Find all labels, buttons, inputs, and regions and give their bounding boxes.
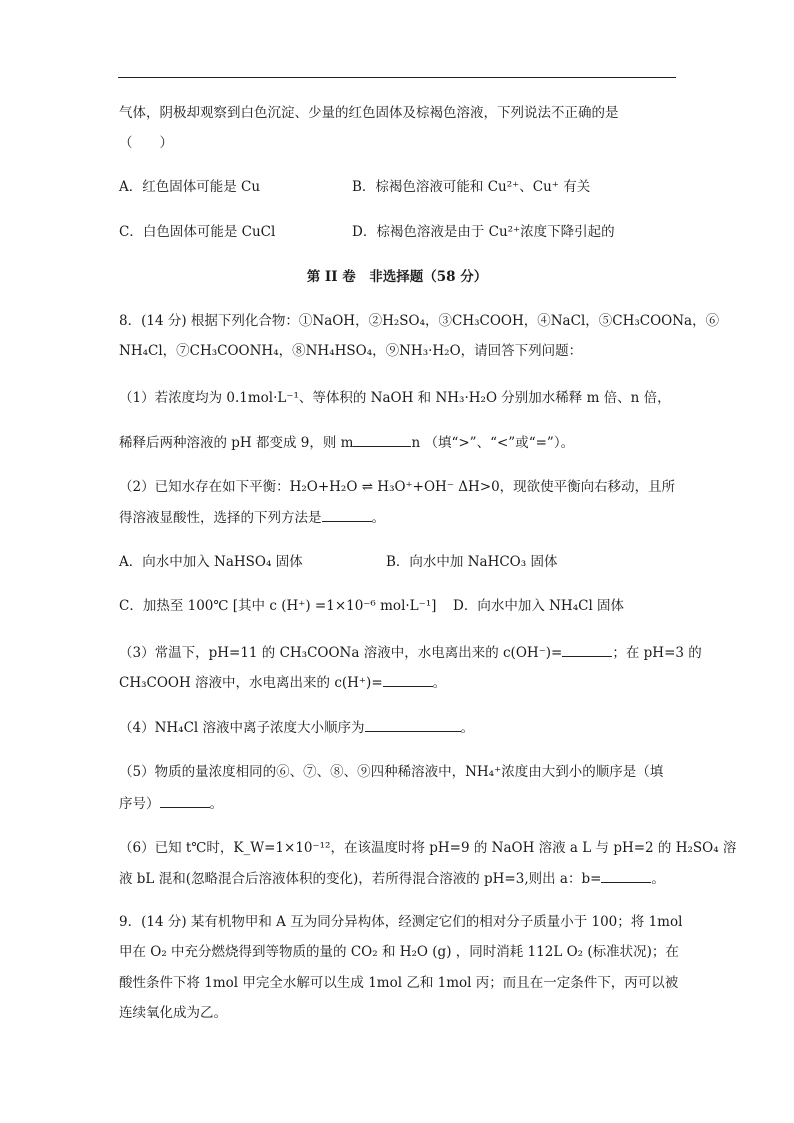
q9-line3: 酸性条件下将 1mol 甲完全水解可以生成 1mol 乙和 1mol 丙；而且在一定条件下，丙可以被 — [119, 975, 679, 991]
answer-blank-6[interactable] — [160, 794, 210, 808]
q8-part2-option-d: D．向水中加入 NH₄Cl 固体 — [453, 598, 625, 614]
q8-part3-line2 — [119, 673, 446, 692]
q8-part4-text-end: 。 — [460, 720, 475, 736]
q7-option-b: B．棕褐色溶液可能和 Cu²⁺、Cu⁺ 有关 — [352, 179, 591, 195]
q8-part5-text-end: 。 — [209, 796, 223, 812]
q8-part5-text: 序号） — [119, 796, 160, 812]
q8-part2-text: 得溶液显酸性，选择的下列方法是 — [119, 510, 322, 526]
q8-part6-line2 — [119, 869, 665, 888]
answer-blank-3[interactable] — [562, 643, 612, 657]
q8-part1-text: 稀释后两种溶液的 pH 都变成 9，则 m — [119, 435, 354, 451]
q7-option-d: D．棕褐色溶液是由于 Cu²⁺浓度下降引起的 — [352, 224, 615, 240]
q8-part2-line1: （2）已知水存在如下平衡：H₂O+H₂O ⇌ H₃O⁺+OH⁻ ΔH>0，现欲使平衡向右移动，且所 — [119, 479, 676, 495]
q8-part2-option-a: A．向水中加入 NaHSO₄ 固体 — [119, 554, 303, 570]
q8-part6-line1: （6）已知 t℃时，K_W=1×10⁻¹²，在该温度时将 pH=9 的 NaOH 溶液 a L 与 pH=2 的 H₂SO₄ 溶 — [119, 840, 737, 856]
answer-blank-4[interactable] — [383, 673, 433, 687]
q8-part3-text2: CH₃COOH 溶液中，水电离出来的 c(H⁺)= — [119, 675, 383, 691]
q8-part2-option-b: B．向水中加 NaHCO₃ 固体 — [386, 554, 558, 570]
q8-part6-text-end: 。 — [651, 871, 665, 887]
q8-part5-line1: （5）物质的量浓度相同的⑥、⑦、⑧、⑨四种稀溶液中，NH₄⁺浓度由大到小的顺序是（填 — [119, 764, 664, 780]
q9-line1: 9．(14 分) 某有机物甲和 A 互为同分异构体，经测定它们的相对分子质量小于 100；将 1mol — [119, 914, 683, 930]
q8-part2-option-c: C．加热至 100℃ [其中 c (H⁺) =1×10⁻⁶ mol·L⁻¹] — [119, 598, 437, 614]
answer-blank-5[interactable] — [365, 718, 461, 732]
q7-answer-paren: （ ） — [119, 135, 173, 151]
q8-part1-line2 — [119, 433, 574, 452]
section-title: 第 II 卷 非选择题（58 分） — [306, 269, 488, 285]
q8-part3-line1 — [119, 643, 702, 662]
answer-blank-1[interactable] — [353, 433, 411, 447]
q8-part6-text: 液 bL 混和(忽略混合后溶液体积的变化)，若所得混合溶液的 pH=3,则出 a：b= — [119, 871, 602, 887]
q7-option-a: A．红色固体可能是 Cu — [119, 179, 261, 195]
q8-part2-text-end: 。 — [371, 510, 385, 526]
q8-part1-text-end: n （填“>”、“<”或“=”）。 — [411, 435, 575, 451]
q8-stem-line1: 8．(14 分) 根据下列化合物：①NaOH，②H₂SO₄，③CH₃COOH，④NaCl，⑤CH₃COONa，⑥ — [119, 313, 720, 329]
q8-part5-line2 — [119, 794, 223, 813]
answer-blank-2[interactable] — [322, 508, 372, 522]
q9-line4: 连续氧化成为乙。 — [119, 1005, 227, 1021]
q8-part3-text-mid: ；在 pH=3 的 — [612, 645, 702, 661]
q8-stem-line2: NH₄Cl，⑦CH₃COONH₄，⑧NH₄HSO₄，⑨NH₃·H₂O，请回答下列问题： — [119, 343, 583, 359]
q8-part4-line — [119, 718, 474, 737]
q7-stem: 气体，阴极却观察到白色沉淀、少量的红色固体及棕褐色溶液，下列说法不正确的是 — [119, 105, 619, 121]
q8-part4-text: （4）NH₄Cl 溶液中离子浓度大小顺序为 — [119, 720, 365, 736]
q8-part3-text2-end: 。 — [432, 675, 447, 691]
q8-part2-line2 — [119, 508, 385, 527]
header-rule — [118, 77, 676, 78]
q8-part3-text: （3）常温下，pH=11 的 CH₃COONa 溶液中，水电离出来的 c(OH⁻)= — [119, 645, 563, 661]
q9-line2: 甲在 O₂ 中充分燃烧得到等物质的量的 CO₂ 和 H₂O (g) ，同时消耗 112L O₂ (标准状况)；在 — [119, 944, 679, 960]
answer-blank-7[interactable] — [601, 869, 651, 883]
q8-part1-line1: （1）若浓度均为 0.1mol·L⁻¹、等体积的 NaOH 和 NH₃·H₂O 分别加水稀释 m 倍、n 倍， — [119, 390, 671, 406]
q7-option-c: C．白色固体可能是 CuCl — [119, 224, 276, 240]
